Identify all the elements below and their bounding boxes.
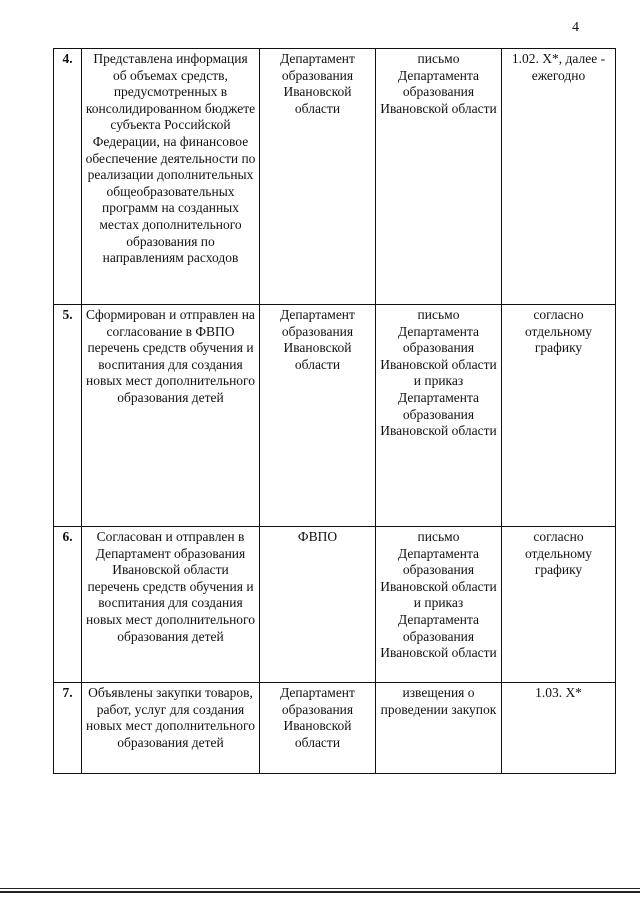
row-term: согласно отдельному графику (502, 305, 616, 527)
row-executor: Департамент образования Ивановской области (260, 305, 376, 527)
row-term: согласно отдельному графику (502, 527, 616, 683)
row-executor: Департамент образования Ивановской области (260, 49, 376, 305)
row-executor: Департамент образования Ивановской области (260, 683, 376, 774)
plan-table (53, 48, 616, 774)
row-document: письмо Департамента образования Ивановской области (376, 49, 502, 305)
row-description: Представлена информация об объемах средств, предусмотренных в консолидированном бюджете субъекта Российской Федерации, на финансовое обеспечение деятельности по реализации дополнительных общеобразовательных программ на созданных местах дополнительного образования по направлениям расходов (82, 49, 260, 305)
row-number: 5. (54, 305, 82, 527)
bottom-rule (0, 891, 640, 893)
row-number: 4. (54, 49, 82, 305)
row-term: 1.03. Х* (502, 683, 616, 774)
page-number: 4 (572, 20, 579, 35)
row-executor: ФВПО (260, 527, 376, 683)
table-row (54, 305, 616, 527)
table-row (54, 683, 616, 774)
row-document: письмо Департамента образования Ивановской области и приказ Департамента образования Ивановской области (376, 527, 502, 683)
row-term: 1.02. Х*, далее - ежегодно (502, 49, 616, 305)
row-description: Объявлены закупки товаров, работ, услуг для создания новых мест дополнительного образования детей (82, 683, 260, 774)
row-document: письмо Департамента образования Ивановской области и приказ Департамента образования Ивановской области (376, 305, 502, 527)
table-row (54, 527, 616, 683)
row-description: Согласован и отправлен в Департамент образования Ивановской области перечень средств обучения и воспитания для создания новых мест дополнительного образования детей (82, 527, 260, 683)
bottom-rule (0, 888, 640, 889)
row-description: Сформирован и отправлен на согласование в ФВПО перечень средств обучения и воспитания для создания новых мест дополнительного образования детей (82, 305, 260, 527)
table-row (54, 49, 616, 305)
row-number: 7. (54, 683, 82, 774)
row-document: извещения о проведении закупок (376, 683, 502, 774)
row-number: 6. (54, 527, 82, 683)
